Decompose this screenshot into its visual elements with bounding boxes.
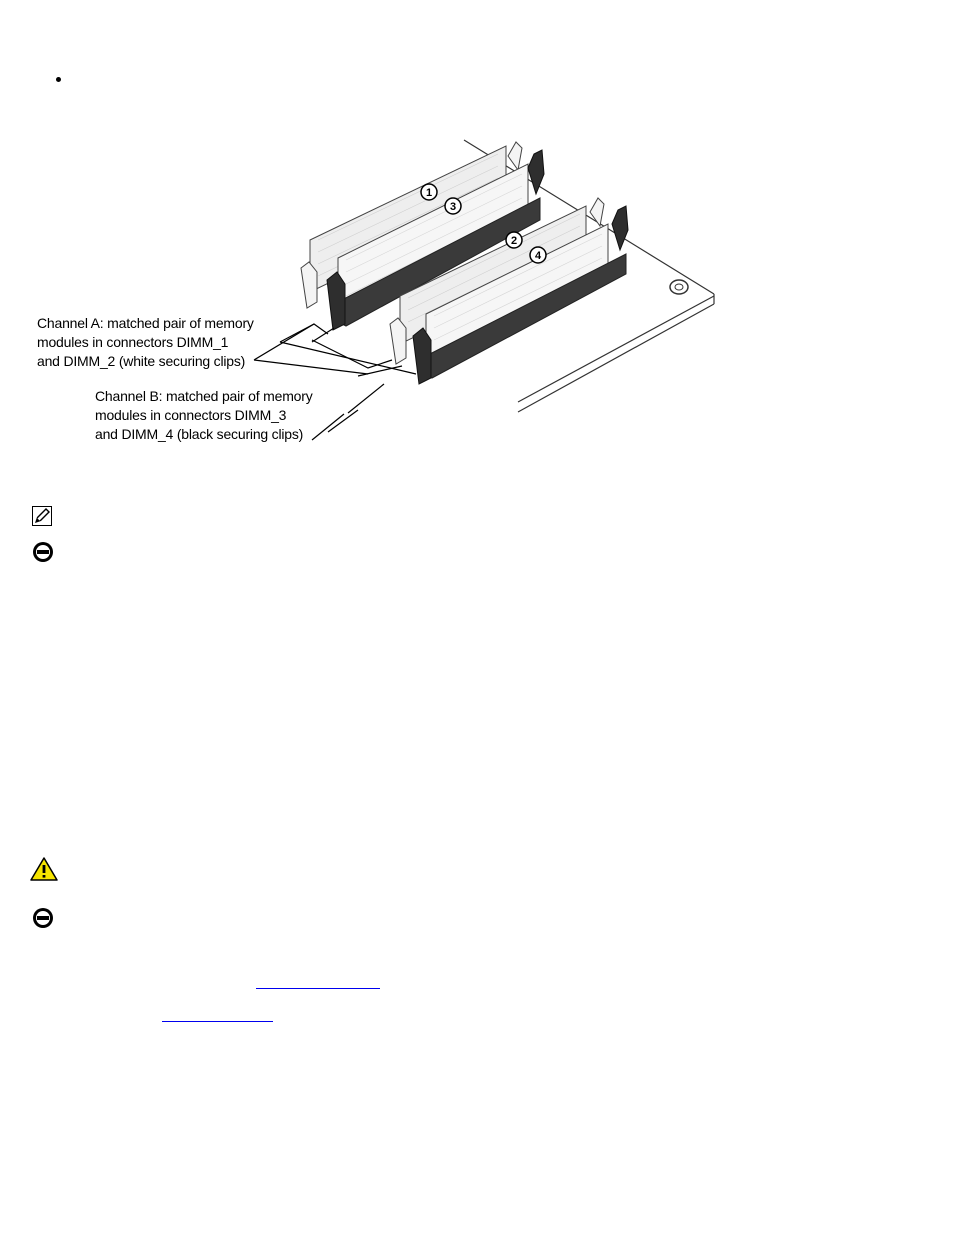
link-2[interactable] [162, 1021, 273, 1022]
memory-modules-figure [28, 128, 728, 458]
channel-b-line-1: Channel B: matched pair of memory [95, 388, 313, 404]
channel-a-line-3: and DIMM_2 (white securing clips) [37, 353, 246, 369]
channel-b-line-2: modules in connectors DIMM_3 [95, 407, 287, 423]
channel-b-label [95, 387, 313, 444]
notice-icon-2 [32, 907, 54, 934]
caution-triangle-icon [30, 857, 58, 886]
callout-1: 1 [425, 187, 433, 199]
note-pencil-icon [32, 506, 52, 531]
callout-3: 3 [449, 201, 457, 213]
channel-a-line-1: Channel A: matched pair of memory [37, 315, 254, 331]
channel-a-label [37, 314, 254, 371]
channel-a-line-2: modules in connectors DIMM_1 [37, 334, 229, 350]
channel-b-line-3: and DIMM_4 (black securing clips) [95, 426, 304, 442]
callout-4: 4 [534, 250, 542, 262]
link-1[interactable] [256, 988, 380, 989]
callout-2: 2 [510, 235, 518, 247]
list-bullet [56, 77, 61, 82]
notice-icon [32, 541, 54, 568]
